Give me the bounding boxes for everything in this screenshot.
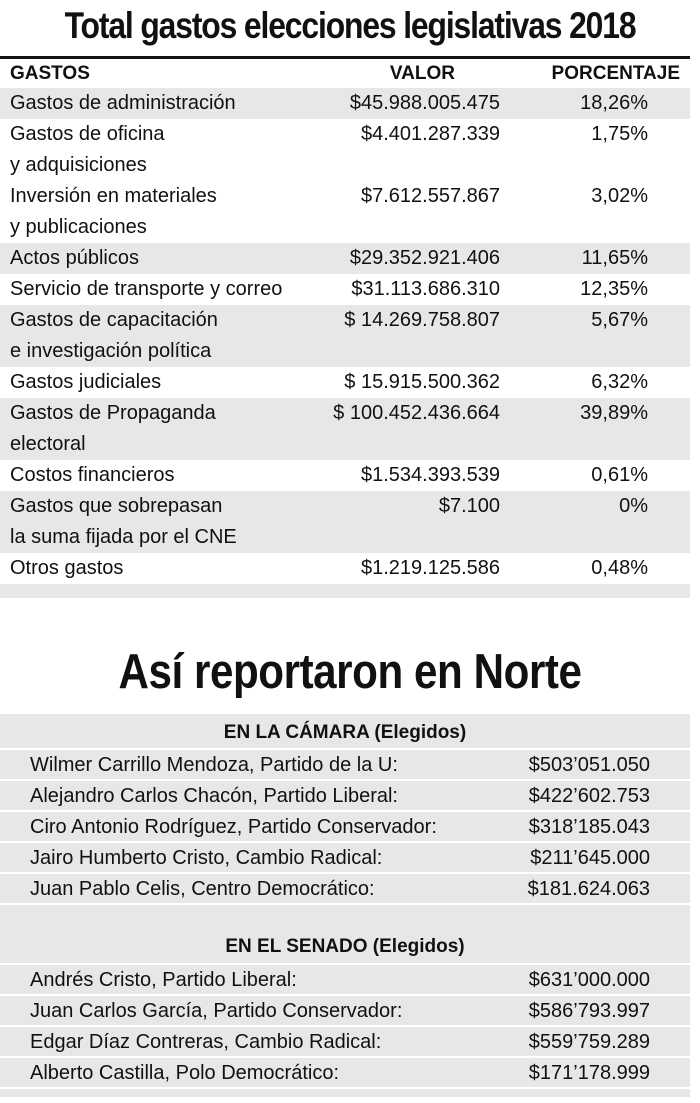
table-row xyxy=(0,274,690,305)
row-label-continued: y adquisiciones xyxy=(10,154,147,176)
candidate-name: Edgar Díaz Contreras, Cambio Radical: xyxy=(30,1031,382,1053)
row-label: Gastos judiciales xyxy=(10,371,162,393)
row-value: $7.100 xyxy=(438,495,500,517)
row-percent: 6,32% xyxy=(591,371,648,393)
candidate-name: Jairo Humberto Cristo, Cambio Radical: xyxy=(30,847,383,869)
list-item xyxy=(0,994,690,1025)
table-footer-band xyxy=(0,1087,690,1097)
candidate-amount: $631’000.000 xyxy=(528,969,650,991)
row-label: Gastos de oficina xyxy=(10,123,165,145)
row-label-continued: e investigación política xyxy=(10,340,212,362)
row-label: Gastos de administración xyxy=(10,92,236,114)
table-row xyxy=(0,119,690,181)
list-item xyxy=(0,872,690,903)
candidate-amount: $318’185.043 xyxy=(528,816,650,838)
row-label: Servicio de transporte y correo xyxy=(10,278,283,300)
page-title: Total gastos elecciones legislativas 2018 xyxy=(64,5,636,46)
row-value: $45.988.005.475 xyxy=(349,92,500,114)
table-footer-band xyxy=(0,584,690,598)
table-row xyxy=(0,243,690,274)
row-percent: 18,26% xyxy=(580,92,648,114)
row-label-continued: la suma fijada por el CNE xyxy=(10,526,237,548)
column-header-porcentaje: PORCENTAJE xyxy=(551,62,680,84)
row-percent: 0,48% xyxy=(591,557,648,579)
candidate-name: Andrés Cristo, Partido Liberal: xyxy=(30,969,297,991)
row-value: $7.612.557.867 xyxy=(360,185,500,207)
row-label: Costos financieros xyxy=(10,464,175,486)
list-item xyxy=(0,1025,690,1056)
table-row xyxy=(0,367,690,398)
row-label-continued: y publicaciones xyxy=(10,216,147,238)
row-value: $1.219.125.586 xyxy=(360,557,500,579)
candidate-amount: $211’645.000 xyxy=(530,847,650,869)
gastos-table xyxy=(0,56,690,598)
row-label-continued: electoral xyxy=(10,433,86,455)
table-row xyxy=(0,460,690,491)
camara-heading: EN LA CÁMARA (Elegidos) xyxy=(223,722,467,743)
candidate-amount: $586’793.997 xyxy=(528,1000,650,1022)
column-header-valor: VALOR xyxy=(389,62,455,84)
row-percent: 0,61% xyxy=(591,464,648,486)
section-spacer xyxy=(0,903,690,925)
row-percent: 39,89% xyxy=(580,402,648,424)
section-title: Así reportaron en Norte xyxy=(118,645,582,699)
table-row xyxy=(0,398,690,460)
candidate-name: Alejandro Carlos Chacón, Partido Liberal: xyxy=(30,785,398,807)
row-value: $1.534.393.539 xyxy=(360,464,500,486)
row-label: Gastos de Propaganda xyxy=(10,402,216,424)
row-value: $ 14.269.758.807 xyxy=(344,309,500,331)
column-header-gastos: GASTOS xyxy=(10,62,90,84)
row-value: $ 15.915.500.362 xyxy=(344,371,500,393)
senado-heading: EN EL SENADO (Elegidos) xyxy=(225,936,465,957)
row-percent: 1,75% xyxy=(591,123,648,145)
row-label: Otros gastos xyxy=(10,557,124,579)
row-value: $ 100.452.436.664 xyxy=(333,402,500,424)
list-item xyxy=(0,748,690,779)
candidate-name: Juan Pablo Celis, Centro Democrático: xyxy=(30,878,375,900)
list-item xyxy=(0,1056,690,1087)
list-item xyxy=(0,841,690,872)
row-label: Gastos de capacitación xyxy=(10,309,218,331)
candidate-amount: $181.624.063 xyxy=(527,878,650,900)
table-row xyxy=(0,305,690,367)
row-label: Actos públicos xyxy=(10,247,139,269)
table-row xyxy=(0,553,690,584)
row-label: Gastos que sobrepasan xyxy=(10,495,223,517)
row-label: Inversión en materiales xyxy=(10,185,217,207)
row-percent: 0% xyxy=(619,495,648,517)
row-value: $4.401.287.339 xyxy=(360,123,500,145)
candidate-name: Ciro Antonio Rodríguez, Partido Conservador: xyxy=(30,816,437,838)
candidate-name: Wilmer Carrillo Mendoza, Partido de la U: xyxy=(30,754,398,776)
candidate-name: Juan Carlos García, Partido Conservador: xyxy=(30,1000,403,1022)
row-percent: 11,65% xyxy=(581,247,648,269)
gastos-table-header xyxy=(0,56,690,88)
candidate-name: Alberto Castilla, Polo Democrático: xyxy=(30,1062,340,1084)
row-value: $29.352.921.406 xyxy=(349,247,500,269)
candidate-amount: $559’759.289 xyxy=(528,1031,650,1053)
norte-table xyxy=(0,714,690,1097)
list-item xyxy=(0,810,690,841)
row-percent: 3,02% xyxy=(591,185,648,207)
table-row xyxy=(0,181,690,243)
table-row xyxy=(0,491,690,553)
candidate-amount: $503’051.050 xyxy=(528,754,650,776)
list-item xyxy=(0,963,690,994)
row-value: $31.113.686.310 xyxy=(351,278,500,300)
table-row xyxy=(0,88,690,119)
row-percent: 12,35% xyxy=(580,278,648,300)
candidate-amount: $171’178.999 xyxy=(528,1062,650,1084)
list-item xyxy=(0,779,690,810)
candidate-amount: $422’602.753 xyxy=(528,785,650,807)
row-percent: 5,67% xyxy=(591,309,648,331)
